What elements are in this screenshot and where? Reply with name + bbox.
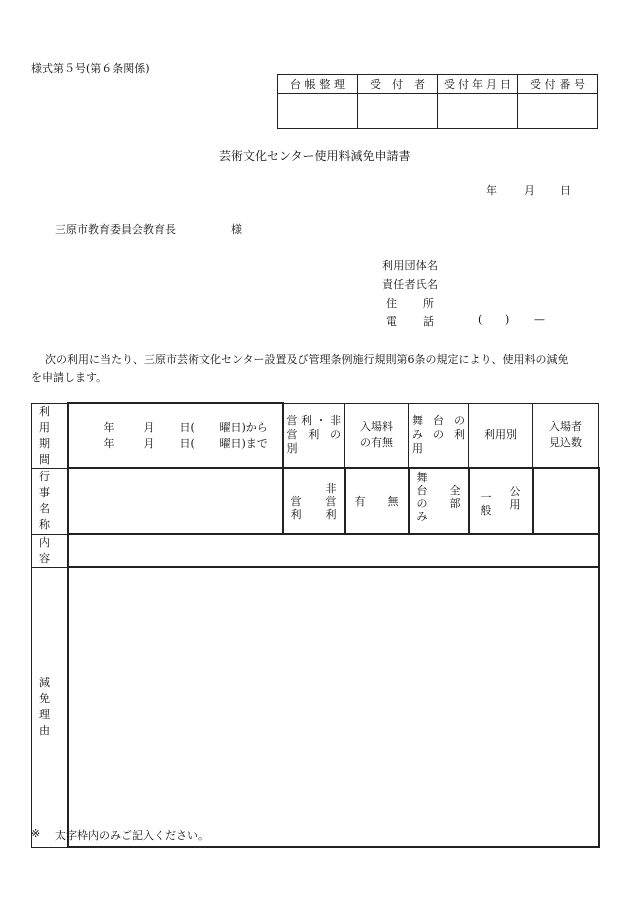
content-field[interactable] bbox=[68, 534, 599, 567]
page-title: 芸術文化センター使用料減免申請書 bbox=[219, 149, 411, 163]
stage-header: 舞台の みの利 用 bbox=[409, 403, 469, 468]
address-label: 住所 bbox=[386, 297, 434, 310]
form-number: 様式第５号(第６条関係) bbox=[31, 62, 150, 75]
attendance-field[interactable] bbox=[533, 468, 599, 534]
phone-paren-open: ( bbox=[478, 313, 483, 326]
reception-number-field[interactable] bbox=[518, 94, 598, 129]
reception-receiver-field[interactable] bbox=[358, 94, 438, 129]
fee-header: 入場料 の有無 bbox=[345, 403, 409, 468]
reception-table bbox=[277, 74, 598, 129]
reception-header-ledger: 台帳整理 bbox=[278, 75, 358, 94]
phone-label: 電話 bbox=[386, 315, 434, 328]
intro-line-1: 次の利用に当たり、三原市芸術文化センター設置及び管理条例施行規則第6条の規定により、使用料の減免 bbox=[45, 353, 569, 366]
reason-field[interactable] bbox=[68, 567, 599, 847]
reception-header-date: 受付年月日 bbox=[438, 75, 518, 94]
usage-header: 利用別 bbox=[469, 403, 533, 468]
date-month: 月 bbox=[524, 184, 535, 197]
stage-option-field[interactable]: 舞 台 の み 全 部 bbox=[409, 468, 469, 534]
period-label: 利用 期間 bbox=[32, 403, 68, 468]
date-day: 日 bbox=[560, 184, 571, 197]
application-table bbox=[31, 402, 600, 848]
org-name-label: 利用団体名 bbox=[382, 259, 438, 272]
date-year: 年 bbox=[486, 184, 497, 197]
honorific: 様 bbox=[231, 223, 242, 236]
fee-option-field[interactable]: 有 無 bbox=[345, 468, 409, 534]
representative-label: 責任者氏名 bbox=[382, 278, 438, 291]
usage-option-field[interactable]: 一 般 公 用 bbox=[469, 468, 533, 534]
reception-ledger-field[interactable] bbox=[278, 94, 358, 129]
event-name-label: 行事 名称 bbox=[32, 468, 68, 534]
intro-line-2: を申請します。 bbox=[31, 371, 108, 384]
note-mark: ※ bbox=[31, 827, 41, 840]
period-field[interactable]: 年 月 日( 曜日)から 年 月 日( 曜日)まで bbox=[68, 403, 283, 468]
reason-label: 減免 理由 bbox=[32, 567, 68, 847]
content-label: 内容 bbox=[32, 534, 68, 567]
event-name-field[interactable] bbox=[68, 468, 283, 534]
reception-header-receiver: 受付者 bbox=[358, 75, 438, 94]
phone-dash: — bbox=[534, 313, 545, 326]
addressee: 三原市教育委員会教育長 bbox=[55, 223, 176, 236]
phone-paren-close: ) bbox=[505, 313, 510, 326]
profit-header: 営利・非 営利の 別 bbox=[283, 403, 345, 468]
reception-date-field[interactable] bbox=[438, 94, 518, 129]
note-text: 太字枠内のみご記入ください。 bbox=[55, 829, 209, 842]
profit-option-field[interactable]: 営 利 非 営 利 bbox=[283, 468, 345, 534]
reception-header-number: 受付番号 bbox=[518, 75, 598, 94]
attendance-header: 入場者 見込数 bbox=[533, 403, 599, 468]
